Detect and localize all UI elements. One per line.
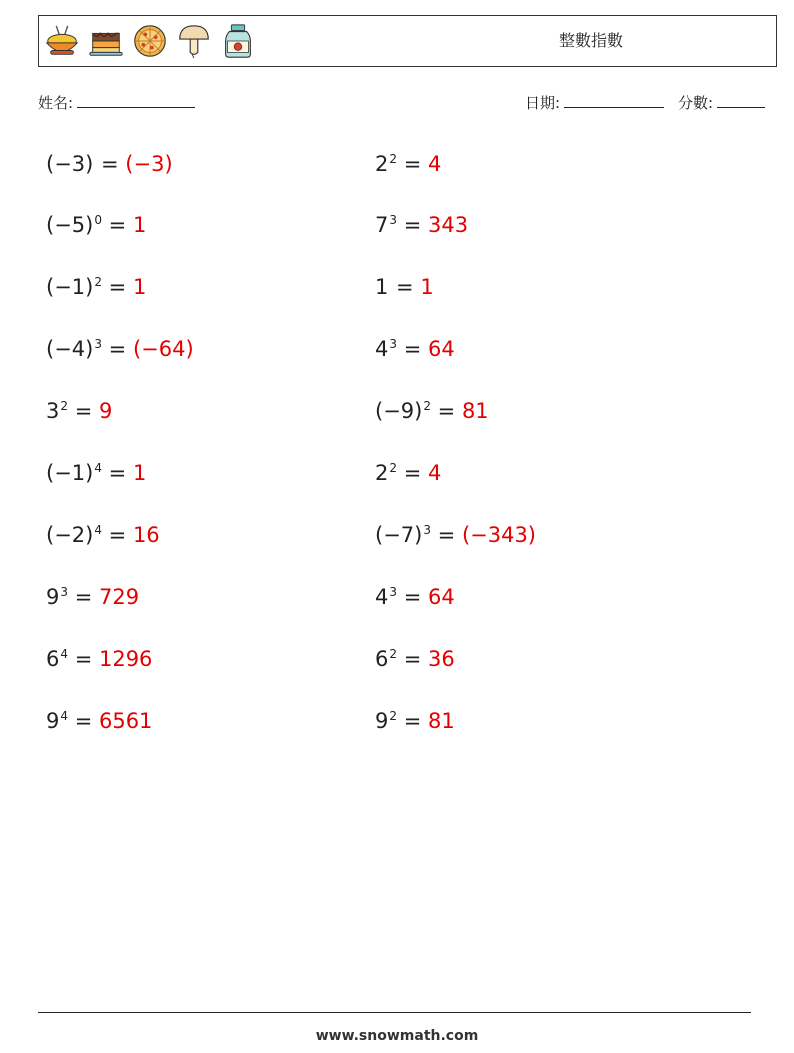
problem-base: 9	[46, 709, 60, 733]
problem-exponent: 4	[94, 461, 102, 475]
problem-answer: (−3)	[125, 152, 173, 176]
problem-exponent: 3	[389, 585, 398, 599]
header-icons	[43, 22, 257, 62]
problem-exponent: 2	[94, 275, 102, 289]
problem-exponent: 3	[60, 585, 69, 599]
score-label: 分數:	[678, 94, 714, 112]
problem-answer: 81	[427, 709, 455, 733]
problem-item: $3^2 = 9$	[46, 399, 113, 423]
pizza-icon	[131, 22, 169, 60]
problem-item: $4^3 = 64$	[375, 337, 455, 361]
problem-item: $(-2)^4 = 16$	[46, 523, 160, 547]
problem-base: (−3)	[46, 152, 94, 176]
problem-answer: 64	[427, 337, 455, 361]
problem-base: (−1)	[46, 275, 94, 299]
problem-base: 2	[375, 461, 389, 485]
date-blank[interactable]	[564, 93, 664, 108]
problem-base: 6	[46, 647, 60, 671]
problem-answer: 9	[98, 399, 113, 423]
problem-exponent: 3	[423, 523, 431, 537]
problem-base: 9	[375, 709, 389, 733]
problem-exponent: 3	[389, 337, 398, 351]
problem-answer: 4	[427, 461, 442, 485]
problem-exponent: 3	[389, 213, 398, 227]
problem-base: (−9)	[375, 399, 423, 423]
footer-url[interactable]: www.snowmath.com	[315, 1028, 479, 1044]
date-field	[525, 92, 664, 113]
problem-exponent: 2	[389, 152, 398, 166]
problem-answer: 64	[427, 585, 455, 609]
score-blank[interactable]	[717, 93, 765, 108]
problem-base: 4	[375, 337, 389, 361]
problem-base: (−4)	[46, 337, 94, 361]
problem-item: $(-1)^4 = 1$	[46, 461, 147, 485]
problem-exponent: 2	[389, 647, 398, 661]
problem-exponent: 4	[60, 647, 69, 661]
problem-base: 9	[46, 585, 60, 609]
problem-answer: (−343)	[461, 523, 537, 547]
problem-item: $(-5)^0 = 1$	[46, 213, 147, 237]
problem-answer: 6561	[98, 709, 153, 733]
name-blank[interactable]	[77, 93, 195, 108]
problem-exponent: 3	[94, 337, 102, 351]
problem-base: (−1)	[46, 461, 94, 485]
problem-answer: 1	[132, 461, 147, 485]
problem-item: $9^4 = 6561$	[46, 709, 153, 733]
problem-base: 7	[375, 213, 389, 237]
problem-base: (−2)	[46, 523, 94, 547]
problem-answer: 1	[132, 275, 147, 299]
problem-exponent: 2	[389, 461, 398, 475]
problem-base: 4	[375, 585, 389, 609]
noodle-bowl-icon	[43, 22, 81, 60]
worksheet-header	[38, 15, 777, 67]
problem-answer: 36	[427, 647, 455, 671]
problem-item: $6^4 = 1296$	[46, 647, 153, 671]
problem-answer: 16	[132, 523, 160, 547]
problem-answer: 1	[420, 275, 434, 299]
date-label: 日期:	[525, 94, 561, 112]
problem-item: $9^3 = 729$	[46, 585, 140, 609]
problem-base: (−7)	[375, 523, 423, 547]
mushroom-icon	[175, 22, 213, 60]
name-label: 姓名:	[38, 94, 74, 112]
problem-base: 3	[46, 399, 60, 423]
problem-answer: 343	[427, 213, 469, 237]
problem-exponent: 4	[94, 523, 102, 537]
name-field	[38, 92, 195, 113]
problem-item: $4^3 = 64$	[375, 585, 455, 609]
problem-item: $(-1)^2 = 1$	[46, 275, 147, 299]
problem-answer: (−64)	[132, 337, 194, 361]
problem-item: $6^2 = 36$	[375, 647, 455, 671]
jam-jar-icon	[219, 22, 257, 60]
score-field	[678, 92, 765, 113]
problem-item: $2^2 = 4$	[375, 152, 442, 176]
problem-base: 2	[375, 152, 389, 176]
problem-item: $7^3 = 343$	[375, 213, 469, 237]
worksheet-title: 整數指數	[559, 31, 624, 50]
problem-base: 6	[375, 647, 389, 671]
problem-base: 1	[375, 275, 389, 299]
problem-item: $2^2 = 4$	[375, 461, 442, 485]
problem-answer: 81	[461, 399, 489, 423]
problem-item: 1 = 1	[375, 275, 434, 299]
problem-answer: 1296	[98, 647, 153, 671]
problem-answer: 1	[132, 213, 147, 237]
problem-item: $9^2 = 81$	[375, 709, 455, 733]
problem-item: $(-9)^2 = 81$	[375, 399, 489, 423]
problem-exponent: 2	[423, 399, 431, 413]
problem-exponent: 4	[60, 709, 69, 723]
problem-answer: 729	[98, 585, 140, 609]
footer-divider	[38, 1012, 751, 1013]
problem-exponent: 2	[60, 399, 69, 413]
cake-icon	[87, 22, 125, 60]
problem-item: $(-7)^3 = (-343)$	[375, 523, 537, 547]
problem-exponent: 0	[94, 213, 102, 227]
problem-item: (−3) = (−3)	[46, 152, 173, 176]
problem-item: $(-4)^3 = (-64)$	[46, 337, 194, 361]
problem-answer: 4	[427, 152, 442, 176]
problem-exponent: 2	[389, 709, 398, 723]
problem-base: (−5)	[46, 213, 94, 237]
